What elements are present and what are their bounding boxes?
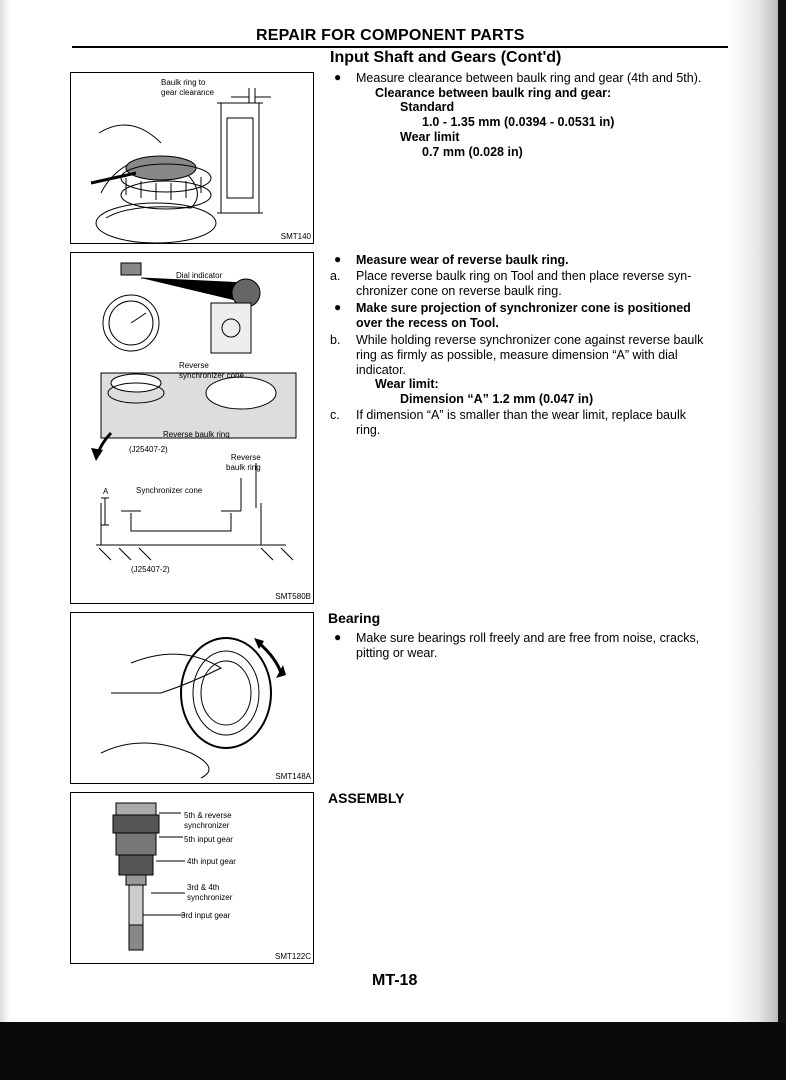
step-c-line1: If dimension “A” is smaller than the wear limit, replace baulk bbox=[356, 408, 686, 422]
label-synchronizer-cone: Synchronizer cone bbox=[136, 486, 203, 495]
label-3rd-4th-sync: 3rd & 4th synchronizer bbox=[187, 883, 233, 902]
reverse-wear-limit-value: Dimension “A” 1.2 mm (0.047 in) bbox=[400, 392, 594, 406]
assembly-heading: ASSEMBLY bbox=[328, 790, 405, 806]
label-reverse-sync-cone: Reverse synchronizer cone bbox=[179, 361, 244, 380]
step-b-line2: ring as firmly as possible, measure dimension “A” with dial bbox=[356, 348, 678, 362]
page-header: REPAIR FOR COMPONENT PARTS bbox=[256, 27, 525, 44]
baulk-ring-illustration bbox=[71, 73, 313, 243]
step-a-line1: Place reverse baulk ring on Tool and then place reverse syn- bbox=[356, 269, 692, 283]
label-dial-indicator: Dial indicator bbox=[176, 271, 223, 280]
label-reverse-baulk-ring: Reverse baulk ring bbox=[163, 430, 230, 439]
bearing-heading: Bearing bbox=[328, 610, 381, 626]
reverse-wear-limit-label: Wear limit: bbox=[375, 377, 439, 391]
figure-input-shaft-assembly bbox=[70, 792, 314, 964]
step-c-line2: ring. bbox=[356, 423, 381, 437]
reverse-baulk-wear-heading: Measure wear of reverse baulk ring. bbox=[356, 253, 569, 267]
step-b-line3: indicator. bbox=[356, 363, 407, 377]
page-number: MT-18 bbox=[372, 972, 418, 989]
bullet-marker: ● bbox=[334, 252, 342, 266]
figure-bearing bbox=[70, 612, 314, 784]
figure-label-baulk-clearance: Baulk ring to gear clearance bbox=[161, 78, 214, 97]
step-a-line2: chronizer cone on reverse baulk ring. bbox=[356, 284, 562, 298]
figure-code: SMT122C bbox=[274, 952, 311, 961]
wear-limit-label: Wear limit bbox=[400, 130, 460, 144]
step-marker-c: c. bbox=[330, 408, 340, 422]
figure-code: SMT580B bbox=[275, 592, 311, 601]
projection-note-line1: Make sure projection of synchronizer cone is positioned bbox=[356, 301, 691, 315]
figure-baulk-ring-clearance bbox=[70, 72, 314, 244]
scan-bottom-edge bbox=[0, 1022, 786, 1080]
label-4th-input-gear: 4th input gear bbox=[187, 857, 236, 866]
label-5th-input-gear: 5th input gear bbox=[184, 835, 233, 844]
label-tool-2: (J25407-2) bbox=[131, 565, 170, 574]
bullet-marker: ● bbox=[334, 630, 342, 644]
step-marker-a: a. bbox=[330, 269, 341, 283]
clearance-spec-title: Clearance between baulk ring and gear: bbox=[375, 86, 612, 100]
wear-limit-value: 0.7 mm (0.028 in) bbox=[422, 145, 523, 159]
bearing-line1: Make sure bearings roll freely and are free from noise, cracks, bbox=[356, 631, 700, 645]
dial-indicator-illustration bbox=[71, 253, 313, 603]
label-reverse-baulk-ring-2: Reverse baulk ring bbox=[226, 453, 261, 472]
header-rule bbox=[72, 46, 728, 48]
clearance-instruction: Measure clearance between baulk ring and gear (4th and 5th). bbox=[356, 71, 702, 85]
label-dimension-a: A bbox=[103, 487, 109, 496]
bearing-illustration bbox=[71, 613, 313, 783]
step-b-line1: While holding reverse synchronizer cone against reverse baulk bbox=[356, 333, 704, 347]
standard-label: Standard bbox=[400, 100, 455, 114]
label-tool-1: (J25407-2) bbox=[129, 445, 168, 454]
projection-note-line2: over the recess on Tool. bbox=[356, 316, 499, 330]
label-3rd-input-gear: 3rd input gear bbox=[181, 911, 231, 920]
standard-value: 1.0 - 1.35 mm (0.0394 - 0.0531 in) bbox=[422, 115, 615, 129]
bullet-marker: ● bbox=[334, 300, 342, 314]
section-title: Input Shaft and Gears (Cont'd) bbox=[330, 49, 562, 66]
scan-edge-right bbox=[728, 0, 778, 1022]
scan-edge-left bbox=[0, 0, 10, 1022]
figure-code: SMT140 bbox=[280, 232, 311, 241]
figure-reverse-baulk-ring bbox=[70, 252, 314, 604]
step-marker-b: b. bbox=[330, 333, 341, 347]
figure-code: SMT148A bbox=[275, 772, 311, 781]
bearing-line2: pitting or wear. bbox=[356, 646, 438, 660]
bullet-marker: ● bbox=[334, 70, 342, 84]
label-5th-reverse-sync: 5th & reverse synchronizer bbox=[184, 811, 232, 830]
